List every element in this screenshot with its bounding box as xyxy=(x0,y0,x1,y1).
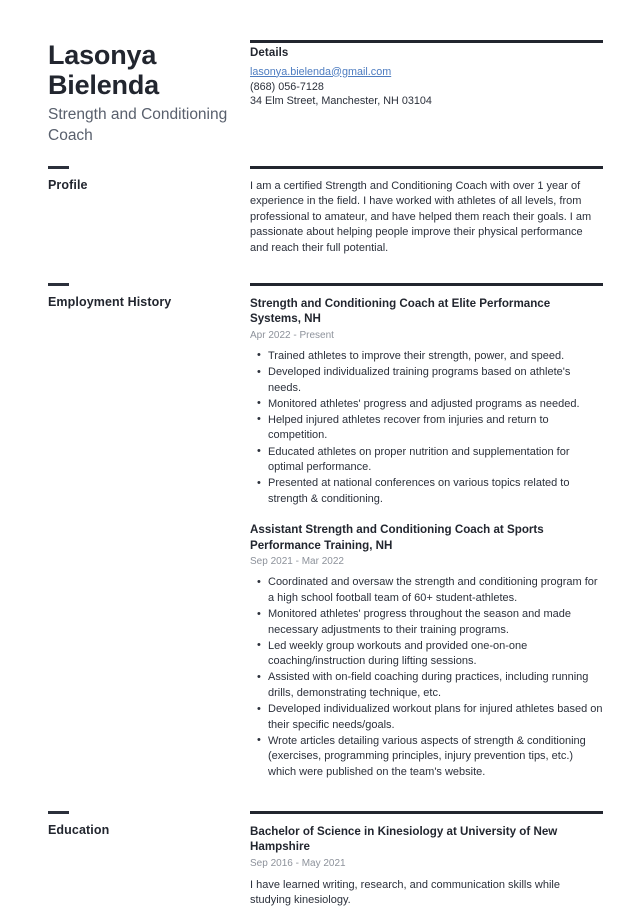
details-heading: Details xyxy=(250,46,289,59)
employment-content-column xyxy=(250,283,603,781)
education-entry-title: Bachelor of Science in Kinesiology at University of New Hampshire xyxy=(250,824,558,854)
candidate-name: Lasonya Bielenda xyxy=(48,40,159,100)
employment-head-row xyxy=(48,283,603,781)
education-divider xyxy=(250,811,603,814)
employment-label-column xyxy=(48,283,250,309)
section-profile xyxy=(48,166,603,256)
list-item: • Monitored athletes' progress and adjusted programs as needed. xyxy=(268,397,603,413)
phone-text: (868) 056-7128 xyxy=(250,80,324,93)
education-label-column xyxy=(48,811,250,837)
list-item: • Developed individualized training programs based on athlete's needs. xyxy=(268,365,603,396)
list-item: • Monitored athletes' progress throughout the season and made necessary adjustments to their training programs. xyxy=(268,607,603,638)
contact-details-column xyxy=(250,40,603,109)
education-dash-marker xyxy=(48,811,69,814)
spacer xyxy=(48,781,603,811)
details-block xyxy=(250,43,603,109)
education-entry-description: I have learned writing, research, and communication skills while studying kinesiology. xyxy=(250,878,560,907)
employment-divider xyxy=(250,283,603,286)
profile-content-column xyxy=(250,166,603,256)
profile-dash-marker xyxy=(48,166,69,169)
employment-entry-bullets xyxy=(250,575,603,780)
list-item: • Educated athletes on proper nutrition and supplementation for optimal performance. xyxy=(268,445,603,476)
list-item: • Helped injured athletes recover from injuries and return to competition. xyxy=(268,413,603,444)
education-entry xyxy=(250,824,603,909)
employment-entry-date: Apr 2022 - Present xyxy=(250,329,334,341)
profile-head-row xyxy=(48,166,603,256)
employment-entry xyxy=(250,296,603,507)
list-item: • Assisted with on-field coaching during practices, including running drills, demonstrating technique, etc. xyxy=(268,670,603,701)
education-head-row xyxy=(48,811,603,909)
section-label-education: Education xyxy=(48,822,110,837)
employment-entry xyxy=(250,522,603,780)
employment-entry-date: Sep 2021 - Mar 2022 xyxy=(250,556,344,568)
list-item: • Presented at national conferences on various topics related to strength & conditioning. xyxy=(268,476,603,507)
education-entry-date: Sep 2016 - May 2021 xyxy=(250,857,346,869)
spacer xyxy=(48,146,603,166)
section-education xyxy=(48,811,603,909)
candidate-job-title: Strength and Conditioning Coach xyxy=(48,106,228,144)
header-identity xyxy=(48,40,250,146)
employment-dash-marker xyxy=(48,283,69,286)
resume-header xyxy=(48,40,603,146)
list-item: • Trained athletes to improve their strength, power, and speed. xyxy=(268,349,603,365)
profile-label-column xyxy=(48,166,250,192)
education-content-column xyxy=(250,811,603,909)
email-link[interactable]: lasonya.bielenda@gmail.com xyxy=(250,65,392,78)
profile-text: I am a certified Strength and Conditioning Coach with over 1 year of experience in the field. I have worked with athletes of all levels, from professional to amateur, and have helped them reach their goals. I am passionate about helping people improve their physical performance and reach their full potential. xyxy=(250,179,592,254)
section-label-employment: Employment History xyxy=(48,294,172,309)
section-employment xyxy=(48,283,603,781)
spacer xyxy=(48,256,603,283)
employment-entry-title: Strength and Conditioning Coach at Elite Performance Systems, NH xyxy=(250,296,551,326)
section-label-profile: Profile xyxy=(48,177,88,192)
list-item: • Developed individualized workout plans for injured athletes based on their specific needs/goals. xyxy=(268,702,603,733)
address-text: 34 Elm Street, Manchester, NH 03104 xyxy=(250,95,432,107)
list-item: • Wrote articles detailing various aspects of strength & conditioning (exercises, programming principles, injury prevention tips, etc.) which were published on the team's website. xyxy=(268,734,603,781)
employment-entry-bullets xyxy=(250,349,603,507)
employment-entry-title: Assistant Strength and Conditioning Coach at Sports Performance Training, NH xyxy=(250,523,544,552)
profile-divider xyxy=(250,166,603,169)
list-item: • Coordinated and oversaw the strength and conditioning program for a high school football team of 60+ student-athletes. xyxy=(268,575,603,606)
list-item: • Led weekly group workouts and provided one-on-one coaching/instruction during lifting sessions. xyxy=(268,639,603,670)
